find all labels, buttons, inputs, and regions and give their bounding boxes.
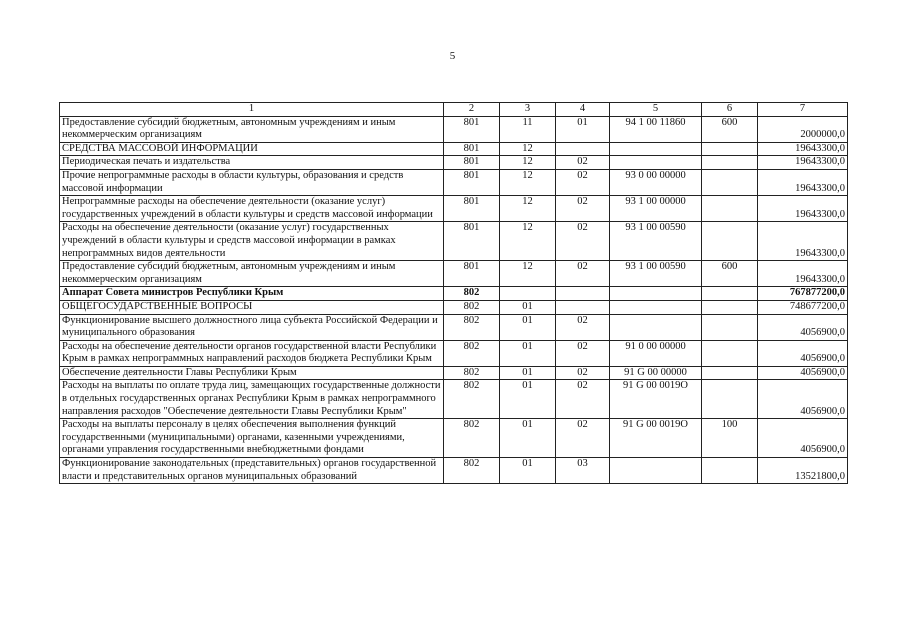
code-section-cell: 12 xyxy=(500,142,556,156)
row-name-cell: Обеспечение деятельности Главы Республики Крым xyxy=(60,366,444,380)
code-section-cell: 01 xyxy=(500,340,556,366)
row-name-cell: Расходы на выплаты по оплате труда лиц, замещающих государственные должности в отдельных государственных органах Республики Крым в рамках непрограммного направления расходов "Обеспечение деятельности Главы Республики Крым" xyxy=(60,380,444,419)
code-ministry-cell: 801 xyxy=(444,156,500,170)
code-ministry-cell: 801 xyxy=(444,142,500,156)
code-ministry-cell: 802 xyxy=(444,340,500,366)
table-row xyxy=(60,222,848,261)
code-subsection-cell: 01 xyxy=(556,116,610,142)
code-expense-type-cell xyxy=(702,169,758,195)
code-target-cell xyxy=(610,142,702,156)
code-subsection-cell: 02 xyxy=(556,169,610,195)
budget-table xyxy=(59,102,848,484)
table-row xyxy=(60,340,848,366)
code-expense-type-cell xyxy=(702,287,758,301)
amount-cell: 19643300,0 xyxy=(758,261,848,287)
row-name-cell: Непрограммные расходы на обеспечение деятельности (оказание услуг) государственных учреждений в области культуры и средств массовой информации xyxy=(60,196,444,222)
code-section-cell: 12 xyxy=(500,169,556,195)
code-ministry-cell: 801 xyxy=(444,222,500,261)
amount-cell: 19643300,0 xyxy=(758,156,848,170)
code-target-cell: 93 1 00 00590 xyxy=(610,261,702,287)
code-expense-type-cell xyxy=(702,300,758,314)
amount-cell: 4056900,0 xyxy=(758,340,848,366)
row-name-cell: Расходы на обеспечение деятельности (оказание услуг) государственных учреждений в области культуры и средств массовой информации в рамках непрограммных видов деятельности xyxy=(60,222,444,261)
code-ministry-cell: 801 xyxy=(444,261,500,287)
amount-cell: 19643300,0 xyxy=(758,169,848,195)
code-subsection-cell: 02 xyxy=(556,196,610,222)
row-name-cell: Расходы на выплаты персоналу в целях обеспечения выполнения функций государственными (муниципальными) органами, казенными учреждениями, органами управления государственными внебюджетными фондами xyxy=(60,419,444,458)
amount-cell: 4056900,0 xyxy=(758,314,848,340)
code-ministry-cell: 802 xyxy=(444,287,500,301)
code-section-cell: 12 xyxy=(500,196,556,222)
row-name-cell: Предоставление субсидий бюджетным, автономным учреждениям и иным некоммерческим организациям xyxy=(60,261,444,287)
code-section-cell: 11 xyxy=(500,116,556,142)
code-expense-type-cell xyxy=(702,314,758,340)
code-subsection-cell: 03 xyxy=(556,458,610,484)
code-target-cell xyxy=(610,458,702,484)
amount-cell: 19643300,0 xyxy=(758,142,848,156)
code-target-cell: 91 0 00 00000 xyxy=(610,340,702,366)
code-section-cell xyxy=(500,287,556,301)
table-row xyxy=(60,458,848,484)
code-expense-type-cell xyxy=(702,458,758,484)
table-row xyxy=(60,116,848,142)
code-expense-type-cell xyxy=(702,196,758,222)
table-row xyxy=(60,169,848,195)
row-name-cell: Периодическая печать и издательства xyxy=(60,156,444,170)
row-name-cell: Функционирование законодательных (представительных) органов государственной власти и представительных органов муниципальных образований xyxy=(60,458,444,484)
code-ministry-cell: 802 xyxy=(444,419,500,458)
table-row xyxy=(60,287,848,301)
row-name-cell: ОБЩЕГОСУДАРСТВЕННЫЕ ВОПРОСЫ xyxy=(60,300,444,314)
code-expense-type-cell xyxy=(702,340,758,366)
code-target-cell: 93 1 00 00590 xyxy=(610,222,702,261)
header-cell: 7 xyxy=(758,103,848,117)
header-cell: 4 xyxy=(556,103,610,117)
code-expense-type-cell xyxy=(702,142,758,156)
code-ministry-cell: 802 xyxy=(444,314,500,340)
amount-cell: 13521800,0 xyxy=(758,458,848,484)
code-subsection-cell: 02 xyxy=(556,222,610,261)
amount-cell: 4056900,0 xyxy=(758,366,848,380)
code-subsection-cell: 02 xyxy=(556,419,610,458)
header-cell: 2 xyxy=(444,103,500,117)
code-section-cell: 01 xyxy=(500,314,556,340)
code-subsection-cell: 02 xyxy=(556,340,610,366)
code-expense-type-cell xyxy=(702,366,758,380)
code-ministry-cell: 801 xyxy=(444,196,500,222)
table-row xyxy=(60,261,848,287)
code-subsection-cell xyxy=(556,142,610,156)
amount-cell: 19643300,0 xyxy=(758,222,848,261)
code-subsection-cell: 02 xyxy=(556,261,610,287)
table-body xyxy=(60,103,848,484)
amount-cell: 19643300,0 xyxy=(758,196,848,222)
code-section-cell: 12 xyxy=(500,156,556,170)
code-ministry-cell: 802 xyxy=(444,366,500,380)
code-target-cell xyxy=(610,156,702,170)
code-section-cell: 01 xyxy=(500,419,556,458)
code-ministry-cell: 802 xyxy=(444,300,500,314)
header-cell: 6 xyxy=(702,103,758,117)
code-ministry-cell: 801 xyxy=(444,116,500,142)
code-section-cell: 01 xyxy=(500,380,556,419)
code-target-cell xyxy=(610,287,702,301)
table-header-row xyxy=(60,103,848,117)
code-target-cell: 91 G 00 0019O xyxy=(610,380,702,419)
code-subsection-cell: 02 xyxy=(556,156,610,170)
code-subsection-cell: 02 xyxy=(556,314,610,340)
code-subsection-cell xyxy=(556,300,610,314)
code-target-cell xyxy=(610,314,702,340)
code-target-cell: 93 0 00 00000 xyxy=(610,169,702,195)
code-subsection-cell: 02 xyxy=(556,366,610,380)
amount-cell: 4056900,0 xyxy=(758,380,848,419)
code-target-cell: 91 G 00 0019O xyxy=(610,419,702,458)
row-name-cell: Предоставление субсидий бюджетным, автономным учреждениям и иным некоммерческим организациям xyxy=(60,116,444,142)
table-row xyxy=(60,196,848,222)
code-section-cell: 01 xyxy=(500,458,556,484)
header-cell: 1 xyxy=(60,103,444,117)
row-name-cell: Расходы на обеспечение деятельности органов государственной власти Республики Крым в рамках непрограммных направлений расходов бюджета Республики Крым xyxy=(60,340,444,366)
code-subsection-cell xyxy=(556,287,610,301)
row-name-cell: Аппарат Совета министров Республики Крым xyxy=(60,287,444,301)
table-row xyxy=(60,314,848,340)
code-target-cell: 93 1 00 00000 xyxy=(610,196,702,222)
code-section-cell: 12 xyxy=(500,261,556,287)
row-name-cell: СРЕДСТВА МАССОВОЙ ИНФОРМАЦИИ xyxy=(60,142,444,156)
code-expense-type-cell xyxy=(702,156,758,170)
header-cell: 3 xyxy=(500,103,556,117)
amount-cell: 2000000,0 xyxy=(758,116,848,142)
code-section-cell: 01 xyxy=(500,300,556,314)
amount-cell: 767877200,0 xyxy=(758,287,848,301)
code-expense-type-cell: 100 xyxy=(702,419,758,458)
page-number: 5 xyxy=(449,50,456,62)
code-target-cell xyxy=(610,300,702,314)
table-row xyxy=(60,380,848,419)
code-ministry-cell: 802 xyxy=(444,458,500,484)
code-ministry-cell: 801 xyxy=(444,169,500,195)
table-row xyxy=(60,300,848,314)
table-row xyxy=(60,142,848,156)
amount-cell: 748677200,0 xyxy=(758,300,848,314)
table-row xyxy=(60,156,848,170)
table-row xyxy=(60,419,848,458)
code-expense-type-cell xyxy=(702,222,758,261)
code-target-cell: 91 G 00 00000 xyxy=(610,366,702,380)
header-cell: 5 xyxy=(610,103,702,117)
row-name-cell: Функционирование высшего должностного лица субъекта Российской Федерации и муниципального образования xyxy=(60,314,444,340)
code-expense-type-cell: 600 xyxy=(702,116,758,142)
code-subsection-cell: 02 xyxy=(556,380,610,419)
amount-cell: 4056900,0 xyxy=(758,419,848,458)
table-row xyxy=(60,366,848,380)
code-target-cell: 94 1 00 11860 xyxy=(610,116,702,142)
code-expense-type-cell: 600 xyxy=(702,261,758,287)
code-section-cell: 01 xyxy=(500,366,556,380)
row-name-cell: Прочие непрограммные расходы в области культуры, образования и средств массовой информации xyxy=(60,169,444,195)
code-section-cell: 12 xyxy=(500,222,556,261)
code-expense-type-cell xyxy=(702,380,758,419)
code-ministry-cell: 802 xyxy=(444,380,500,419)
